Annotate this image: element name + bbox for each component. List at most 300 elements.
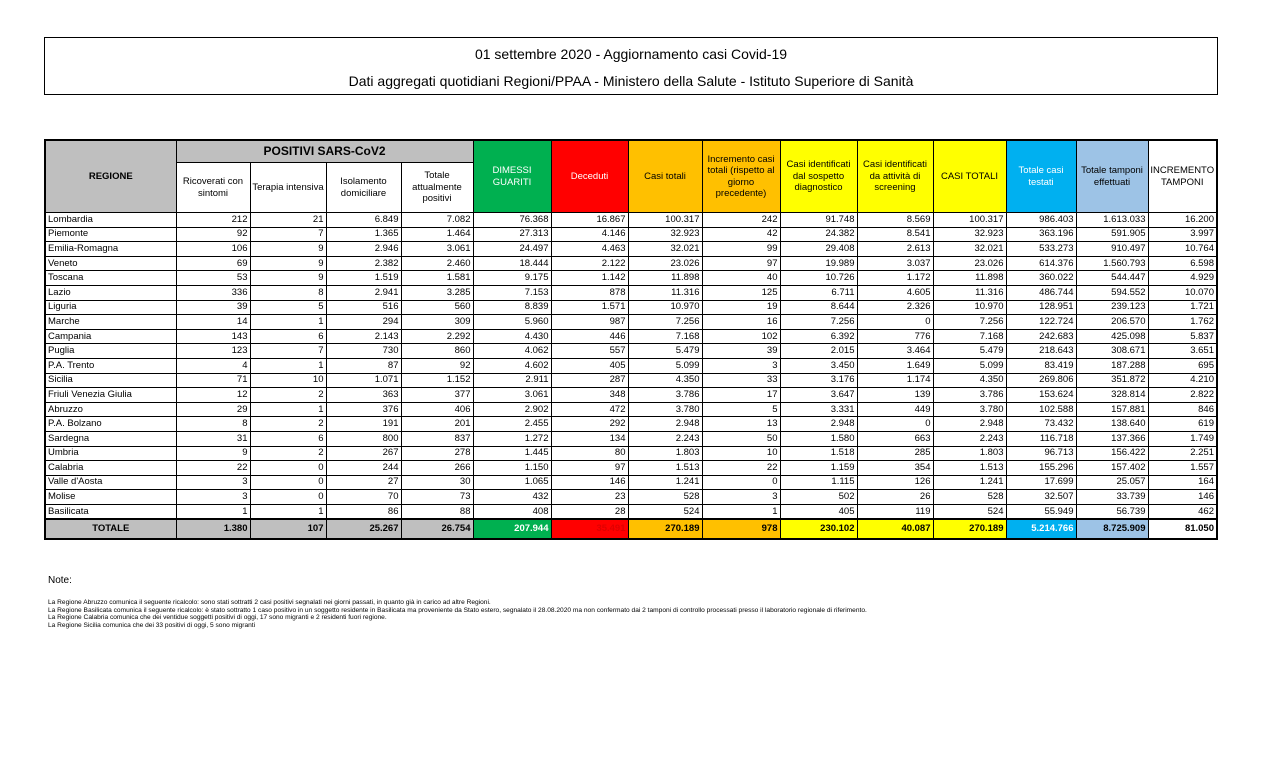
value-cell: 614.376 bbox=[1006, 256, 1076, 271]
value-cell: 99 bbox=[702, 242, 780, 257]
value-cell: 524 bbox=[933, 504, 1006, 519]
value-cell: 33 bbox=[702, 373, 780, 388]
table-row bbox=[45, 373, 1217, 388]
value-cell: 96.713 bbox=[1006, 446, 1076, 461]
col-header-regione: REGIONE bbox=[45, 140, 176, 213]
region-name-cell: Abruzzo bbox=[45, 402, 176, 417]
value-cell: 3.061 bbox=[473, 388, 551, 403]
value-cell: 7.256 bbox=[933, 315, 1006, 330]
report-header bbox=[44, 37, 1218, 95]
value-cell: 1.649 bbox=[857, 358, 933, 373]
value-cell: 2 bbox=[250, 417, 326, 432]
value-cell: 4.350 bbox=[628, 373, 702, 388]
value-cell: 8.569 bbox=[857, 213, 933, 228]
note-line: La Regione Sicilia comunica che dei 33 positivi di oggi, 5 sono migranti bbox=[48, 621, 256, 629]
col-header-isolamento: Isolamento domiciliare bbox=[326, 163, 401, 213]
region-name-cell: Sardegna bbox=[45, 431, 176, 446]
value-cell: 3.061 bbox=[401, 242, 473, 257]
value-cell: 1.560.793 bbox=[1076, 256, 1148, 271]
value-cell: 2 bbox=[250, 388, 326, 403]
value-cell: 4 bbox=[176, 358, 250, 373]
value-cell: 406 bbox=[401, 402, 473, 417]
region-name-cell: Veneto bbox=[45, 256, 176, 271]
table-row bbox=[45, 329, 1217, 344]
value-cell: 285 bbox=[857, 446, 933, 461]
value-cell: 2.902 bbox=[473, 402, 551, 417]
value-cell: 2.015 bbox=[780, 344, 857, 359]
note-line: La Regione Calabria comunica che dei ventidue soggetti positivi di oggi, 17 sono migranti e 2 residenti fuori regione. bbox=[48, 614, 387, 622]
region-name-cell: Umbria bbox=[45, 446, 176, 461]
value-cell: 3.285 bbox=[401, 285, 473, 300]
value-cell: 5 bbox=[702, 402, 780, 417]
region-name-cell: P.A. Trento bbox=[45, 358, 176, 373]
value-cell: 4.463 bbox=[551, 242, 628, 257]
value-cell: 86 bbox=[326, 504, 401, 519]
value-cell: 155.296 bbox=[1006, 461, 1076, 476]
value-cell: 8 bbox=[176, 417, 250, 432]
note-line: La Regione Basilicata comunica il seguente ricalcolo: è stato sottratto 1 caso positivo in un soggetto residente in Basilicata ma proveniente da Stato estero, segnalato il 28.08.2020 ma non confermato dai 2 tamponi di controllo processati presso il laboratorio regionale di riferimento. bbox=[48, 606, 867, 614]
value-cell: 1 bbox=[702, 504, 780, 519]
value-cell: 3.331 bbox=[780, 402, 857, 417]
table-row bbox=[45, 242, 1217, 257]
value-cell: 502 bbox=[780, 490, 857, 505]
value-cell: 14 bbox=[176, 315, 250, 330]
table-row bbox=[45, 388, 1217, 403]
col-header-dimessi-guariti: DIMESSI GUARITI bbox=[473, 140, 551, 213]
value-cell: 10.070 bbox=[1148, 285, 1217, 300]
value-cell: 1.241 bbox=[933, 475, 1006, 490]
value-cell: 1.513 bbox=[933, 461, 1006, 476]
col-header-incremento-casi: Incremento casi totali (rispetto al giorno precedente) bbox=[702, 140, 780, 213]
value-cell: 23.026 bbox=[628, 256, 702, 271]
total-value-cell: 25.267 bbox=[326, 519, 401, 539]
value-cell: 83.419 bbox=[1006, 358, 1076, 373]
value-cell: 26 bbox=[857, 490, 933, 505]
col-header-screening: Casi identificati da attività di screening bbox=[857, 140, 933, 213]
value-cell: 1.557 bbox=[1148, 461, 1217, 476]
value-cell: 191 bbox=[326, 417, 401, 432]
value-cell: 119 bbox=[857, 504, 933, 519]
value-cell: 462 bbox=[1148, 504, 1217, 519]
value-cell: 3.647 bbox=[780, 388, 857, 403]
value-cell: 3.786 bbox=[628, 388, 702, 403]
value-cell: 29.408 bbox=[780, 242, 857, 257]
value-cell: 1.150 bbox=[473, 461, 551, 476]
value-cell: 4.210 bbox=[1148, 373, 1217, 388]
value-cell: 1.142 bbox=[551, 271, 628, 286]
value-cell: 97 bbox=[551, 461, 628, 476]
value-cell: 1.071 bbox=[326, 373, 401, 388]
region-name-cell: Friuli Venezia Giulia bbox=[45, 388, 176, 403]
total-value-cell: 230.102 bbox=[780, 519, 857, 539]
table-row bbox=[45, 475, 1217, 490]
total-value-cell: 1.380 bbox=[176, 519, 250, 539]
value-cell: 269.806 bbox=[1006, 373, 1076, 388]
value-cell: 376 bbox=[326, 402, 401, 417]
value-cell: 73 bbox=[401, 490, 473, 505]
col-header-terapia-intensiva: Terapia intensiva bbox=[250, 163, 326, 213]
value-cell: 619 bbox=[1148, 417, 1217, 432]
value-cell: 2.948 bbox=[628, 417, 702, 432]
value-cell: 425.098 bbox=[1076, 329, 1148, 344]
covid-data-table bbox=[44, 139, 1218, 540]
total-row bbox=[45, 519, 1217, 539]
total-value-cell: 978 bbox=[702, 519, 780, 539]
value-cell: 137.366 bbox=[1076, 431, 1148, 446]
value-cell: 5.099 bbox=[933, 358, 1006, 373]
value-cell: 1.464 bbox=[401, 227, 473, 242]
value-cell: 7.256 bbox=[628, 315, 702, 330]
value-cell: 267 bbox=[326, 446, 401, 461]
value-cell: 695 bbox=[1148, 358, 1217, 373]
value-cell: 9.175 bbox=[473, 271, 551, 286]
value-cell: 408 bbox=[473, 504, 551, 519]
value-cell: 1 bbox=[250, 358, 326, 373]
value-cell: 9 bbox=[250, 242, 326, 257]
value-cell: 10.764 bbox=[1148, 242, 1217, 257]
report-title: 01 settembre 2020 - Aggiornamento casi Covid-19 bbox=[474, 46, 788, 62]
value-cell: 1 bbox=[250, 315, 326, 330]
col-header-sospetto-diagnostico: Casi identificati dal sospetto diagnostico bbox=[780, 140, 857, 213]
value-cell: 11.316 bbox=[933, 285, 1006, 300]
region-name-cell: Molise bbox=[45, 490, 176, 505]
value-cell: 126 bbox=[857, 475, 933, 490]
value-cell: 860 bbox=[401, 344, 473, 359]
value-cell: 986.403 bbox=[1006, 213, 1076, 228]
value-cell: 32.923 bbox=[933, 227, 1006, 242]
value-cell: 2.122 bbox=[551, 256, 628, 271]
value-cell: 22 bbox=[176, 461, 250, 476]
value-cell: 19 bbox=[702, 300, 780, 315]
value-cell: 39 bbox=[702, 344, 780, 359]
value-cell: 55.949 bbox=[1006, 504, 1076, 519]
value-cell: 2.143 bbox=[326, 329, 401, 344]
value-cell: 19.989 bbox=[780, 256, 857, 271]
value-cell: 106 bbox=[176, 242, 250, 257]
value-cell: 1.115 bbox=[780, 475, 857, 490]
value-cell: 50 bbox=[702, 431, 780, 446]
region-name-cell: Campania bbox=[45, 329, 176, 344]
value-cell: 405 bbox=[780, 504, 857, 519]
value-cell: 308.671 bbox=[1076, 344, 1148, 359]
value-cell: 32.021 bbox=[628, 242, 702, 257]
value-cell: 486.744 bbox=[1006, 285, 1076, 300]
value-cell: 8 bbox=[250, 285, 326, 300]
value-cell: 1.762 bbox=[1148, 315, 1217, 330]
value-cell: 146 bbox=[1148, 490, 1217, 505]
value-cell: 266 bbox=[401, 461, 473, 476]
value-cell: 31 bbox=[176, 431, 250, 446]
value-cell: 405 bbox=[551, 358, 628, 373]
value-cell: 9 bbox=[250, 256, 326, 271]
value-cell: 30 bbox=[401, 475, 473, 490]
value-cell: 40 bbox=[702, 271, 780, 286]
value-cell: 516 bbox=[326, 300, 401, 315]
col-header-deceduti: Deceduti bbox=[551, 140, 628, 213]
value-cell: 2.948 bbox=[933, 417, 1006, 432]
value-cell: 2.243 bbox=[933, 431, 1006, 446]
value-cell: 2.326 bbox=[857, 300, 933, 315]
region-name-cell: Toscana bbox=[45, 271, 176, 286]
value-cell: 8.644 bbox=[780, 300, 857, 315]
value-cell: 156.422 bbox=[1076, 446, 1148, 461]
value-cell: 16.200 bbox=[1148, 213, 1217, 228]
value-cell: 2.822 bbox=[1148, 388, 1217, 403]
value-cell: 39 bbox=[176, 300, 250, 315]
value-cell: 524 bbox=[628, 504, 702, 519]
value-cell: 33.739 bbox=[1076, 490, 1148, 505]
value-cell: 80 bbox=[551, 446, 628, 461]
value-cell: 6 bbox=[250, 329, 326, 344]
value-cell: 560 bbox=[401, 300, 473, 315]
value-cell: 23.026 bbox=[933, 256, 1006, 271]
value-cell: 3.651 bbox=[1148, 344, 1217, 359]
value-cell: 5.837 bbox=[1148, 329, 1217, 344]
value-cell: 71 bbox=[176, 373, 250, 388]
group-header-positivi: POSITIVI SARS-CoV2 bbox=[176, 140, 473, 163]
value-cell: 2.941 bbox=[326, 285, 401, 300]
table-row bbox=[45, 446, 1217, 461]
value-cell: 2.292 bbox=[401, 329, 473, 344]
total-value-cell: 8.725.909 bbox=[1076, 519, 1148, 539]
value-cell: 730 bbox=[326, 344, 401, 359]
value-cell: 2 bbox=[250, 446, 326, 461]
value-cell: 9 bbox=[250, 271, 326, 286]
total-value-cell: 270.189 bbox=[628, 519, 702, 539]
value-cell: 100.317 bbox=[628, 213, 702, 228]
value-cell: 123 bbox=[176, 344, 250, 359]
value-cell: 336 bbox=[176, 285, 250, 300]
value-cell: 1.159 bbox=[780, 461, 857, 476]
value-cell: 56.739 bbox=[1076, 504, 1148, 519]
value-cell: 4.605 bbox=[857, 285, 933, 300]
value-cell: 3.464 bbox=[857, 344, 933, 359]
value-cell: 92 bbox=[401, 358, 473, 373]
value-cell: 7.153 bbox=[473, 285, 551, 300]
value-cell: 449 bbox=[857, 402, 933, 417]
value-cell: 102 bbox=[702, 329, 780, 344]
value-cell: 187.288 bbox=[1076, 358, 1148, 373]
value-cell: 5.960 bbox=[473, 315, 551, 330]
value-cell: 128.951 bbox=[1006, 300, 1076, 315]
value-cell: 218.643 bbox=[1006, 344, 1076, 359]
value-cell: 92 bbox=[176, 227, 250, 242]
value-cell: 27.313 bbox=[473, 227, 551, 242]
value-cell: 42 bbox=[702, 227, 780, 242]
value-cell: 3.997 bbox=[1148, 227, 1217, 242]
value-cell: 3.037 bbox=[857, 256, 933, 271]
value-cell: 1.721 bbox=[1148, 300, 1217, 315]
value-cell: 528 bbox=[933, 490, 1006, 505]
total-value-cell: 270.189 bbox=[933, 519, 1006, 539]
value-cell: 2.243 bbox=[628, 431, 702, 446]
value-cell: 13 bbox=[702, 417, 780, 432]
value-cell: 1.803 bbox=[933, 446, 1006, 461]
value-cell: 5.479 bbox=[628, 344, 702, 359]
value-cell: 8.839 bbox=[473, 300, 551, 315]
value-cell: 164 bbox=[1148, 475, 1217, 490]
value-cell: 73.432 bbox=[1006, 417, 1076, 432]
value-cell: 0 bbox=[857, 417, 933, 432]
value-cell: 24.497 bbox=[473, 242, 551, 257]
value-cell: 4.146 bbox=[551, 227, 628, 242]
value-cell: 1.174 bbox=[857, 373, 933, 388]
value-cell: 7 bbox=[250, 227, 326, 242]
value-cell: 201 bbox=[401, 417, 473, 432]
value-cell: 377 bbox=[401, 388, 473, 403]
region-name-cell: Emilia-Romagna bbox=[45, 242, 176, 257]
value-cell: 21 bbox=[250, 213, 326, 228]
value-cell: 157.881 bbox=[1076, 402, 1148, 417]
value-cell: 0 bbox=[250, 461, 326, 476]
value-cell: 146 bbox=[551, 475, 628, 490]
value-cell: 11.316 bbox=[628, 285, 702, 300]
value-cell: 242 bbox=[702, 213, 780, 228]
value-cell: 16 bbox=[702, 315, 780, 330]
col-header-casi-totali-2: CASI TOTALI bbox=[933, 140, 1006, 213]
value-cell: 116.718 bbox=[1006, 431, 1076, 446]
value-cell: 2.455 bbox=[473, 417, 551, 432]
total-value-cell: 26.754 bbox=[401, 519, 473, 539]
value-cell: 2.911 bbox=[473, 373, 551, 388]
value-cell: 157.402 bbox=[1076, 461, 1148, 476]
value-cell: 2.460 bbox=[401, 256, 473, 271]
report-subtitle: Dati aggregati quotidiani Regioni/PPAA - Ministero della Salute - Istituto Superiore di Sanità bbox=[348, 73, 914, 89]
table-row bbox=[45, 300, 1217, 315]
value-cell: 32.507 bbox=[1006, 490, 1076, 505]
value-cell: 97 bbox=[702, 256, 780, 271]
table-row bbox=[45, 271, 1217, 286]
value-cell: 544.447 bbox=[1076, 271, 1148, 286]
value-cell: 4.929 bbox=[1148, 271, 1217, 286]
value-cell: 287 bbox=[551, 373, 628, 388]
value-cell: 1.518 bbox=[780, 446, 857, 461]
value-cell: 7.082 bbox=[401, 213, 473, 228]
value-cell: 91.748 bbox=[780, 213, 857, 228]
value-cell: 2.946 bbox=[326, 242, 401, 257]
table-body bbox=[45, 213, 1217, 540]
value-cell: 7.168 bbox=[628, 329, 702, 344]
value-cell: 7.256 bbox=[780, 315, 857, 330]
value-cell: 1 bbox=[250, 402, 326, 417]
value-cell: 591.905 bbox=[1076, 227, 1148, 242]
value-cell: 328.814 bbox=[1076, 388, 1148, 403]
value-cell: 3.450 bbox=[780, 358, 857, 373]
value-cell: 5.479 bbox=[933, 344, 1006, 359]
value-cell: 5.099 bbox=[628, 358, 702, 373]
value-cell: 24.382 bbox=[780, 227, 857, 242]
value-cell: 10.970 bbox=[628, 300, 702, 315]
value-cell: 2.613 bbox=[857, 242, 933, 257]
value-cell: 10 bbox=[250, 373, 326, 388]
value-cell: 309 bbox=[401, 315, 473, 330]
value-cell: 292 bbox=[551, 417, 628, 432]
value-cell: 139 bbox=[857, 388, 933, 403]
value-cell: 1.613.033 bbox=[1076, 213, 1148, 228]
value-cell: 53 bbox=[176, 271, 250, 286]
value-cell: 6.392 bbox=[780, 329, 857, 344]
table-row bbox=[45, 285, 1217, 300]
value-cell: 122.724 bbox=[1006, 315, 1076, 330]
value-cell: 87 bbox=[326, 358, 401, 373]
value-cell: 432 bbox=[473, 490, 551, 505]
value-cell: 10.726 bbox=[780, 271, 857, 286]
value-cell: 1.803 bbox=[628, 446, 702, 461]
value-cell: 0 bbox=[702, 475, 780, 490]
value-cell: 2.382 bbox=[326, 256, 401, 271]
value-cell: 3 bbox=[176, 475, 250, 490]
total-value-cell: 40.087 bbox=[857, 519, 933, 539]
value-cell: 594.552 bbox=[1076, 285, 1148, 300]
region-name-cell: Sicilia bbox=[45, 373, 176, 388]
value-cell: 1 bbox=[176, 504, 250, 519]
value-cell: 28 bbox=[551, 504, 628, 519]
region-name-cell: Basilicata bbox=[45, 504, 176, 519]
value-cell: 3 bbox=[702, 490, 780, 505]
col-header-totale-positivi: Totale attualmente positivi bbox=[401, 163, 473, 213]
value-cell: 1.571 bbox=[551, 300, 628, 315]
table-row bbox=[45, 461, 1217, 476]
value-cell: 1.513 bbox=[628, 461, 702, 476]
value-cell: 1.519 bbox=[326, 271, 401, 286]
table-row bbox=[45, 417, 1217, 432]
value-cell: 143 bbox=[176, 329, 250, 344]
region-name-cell: Lombardia bbox=[45, 213, 176, 228]
value-cell: 528 bbox=[628, 490, 702, 505]
value-cell: 446 bbox=[551, 329, 628, 344]
value-cell: 12 bbox=[176, 388, 250, 403]
value-cell: 11.898 bbox=[628, 271, 702, 286]
total-value-cell: 107 bbox=[250, 519, 326, 539]
value-cell: 22 bbox=[702, 461, 780, 476]
value-cell: 69 bbox=[176, 256, 250, 271]
value-cell: 8.541 bbox=[857, 227, 933, 242]
value-cell: 1.241 bbox=[628, 475, 702, 490]
region-name-cell: Puglia bbox=[45, 344, 176, 359]
value-cell: 3.780 bbox=[933, 402, 1006, 417]
region-name-cell: Lazio bbox=[45, 285, 176, 300]
value-cell: 5 bbox=[250, 300, 326, 315]
total-value-cell: 207.944 bbox=[473, 519, 551, 539]
value-cell: 278 bbox=[401, 446, 473, 461]
region-name-cell: Calabria bbox=[45, 461, 176, 476]
region-name-cell: P.A. Bolzano bbox=[45, 417, 176, 432]
value-cell: 25.057 bbox=[1076, 475, 1148, 490]
col-header-tamponi: Totale tamponi effettuati bbox=[1076, 140, 1148, 213]
value-cell: 4.062 bbox=[473, 344, 551, 359]
value-cell: 6.849 bbox=[326, 213, 401, 228]
value-cell: 3 bbox=[176, 490, 250, 505]
value-cell: 1.152 bbox=[401, 373, 473, 388]
value-cell: 360.022 bbox=[1006, 271, 1076, 286]
value-cell: 239.123 bbox=[1076, 300, 1148, 315]
value-cell: 1.365 bbox=[326, 227, 401, 242]
value-cell: 363 bbox=[326, 388, 401, 403]
table-row bbox=[45, 213, 1217, 228]
value-cell: 16.867 bbox=[551, 213, 628, 228]
value-cell: 663 bbox=[857, 431, 933, 446]
table-row bbox=[45, 315, 1217, 330]
notes-list bbox=[48, 599, 867, 629]
value-cell: 88 bbox=[401, 504, 473, 519]
total-value-cell: 5.214.766 bbox=[1006, 519, 1076, 539]
value-cell: 17 bbox=[702, 388, 780, 403]
value-cell: 800 bbox=[326, 431, 401, 446]
value-cell: 9 bbox=[176, 446, 250, 461]
value-cell: 363.196 bbox=[1006, 227, 1076, 242]
value-cell: 1.445 bbox=[473, 446, 551, 461]
value-cell: 29 bbox=[176, 402, 250, 417]
